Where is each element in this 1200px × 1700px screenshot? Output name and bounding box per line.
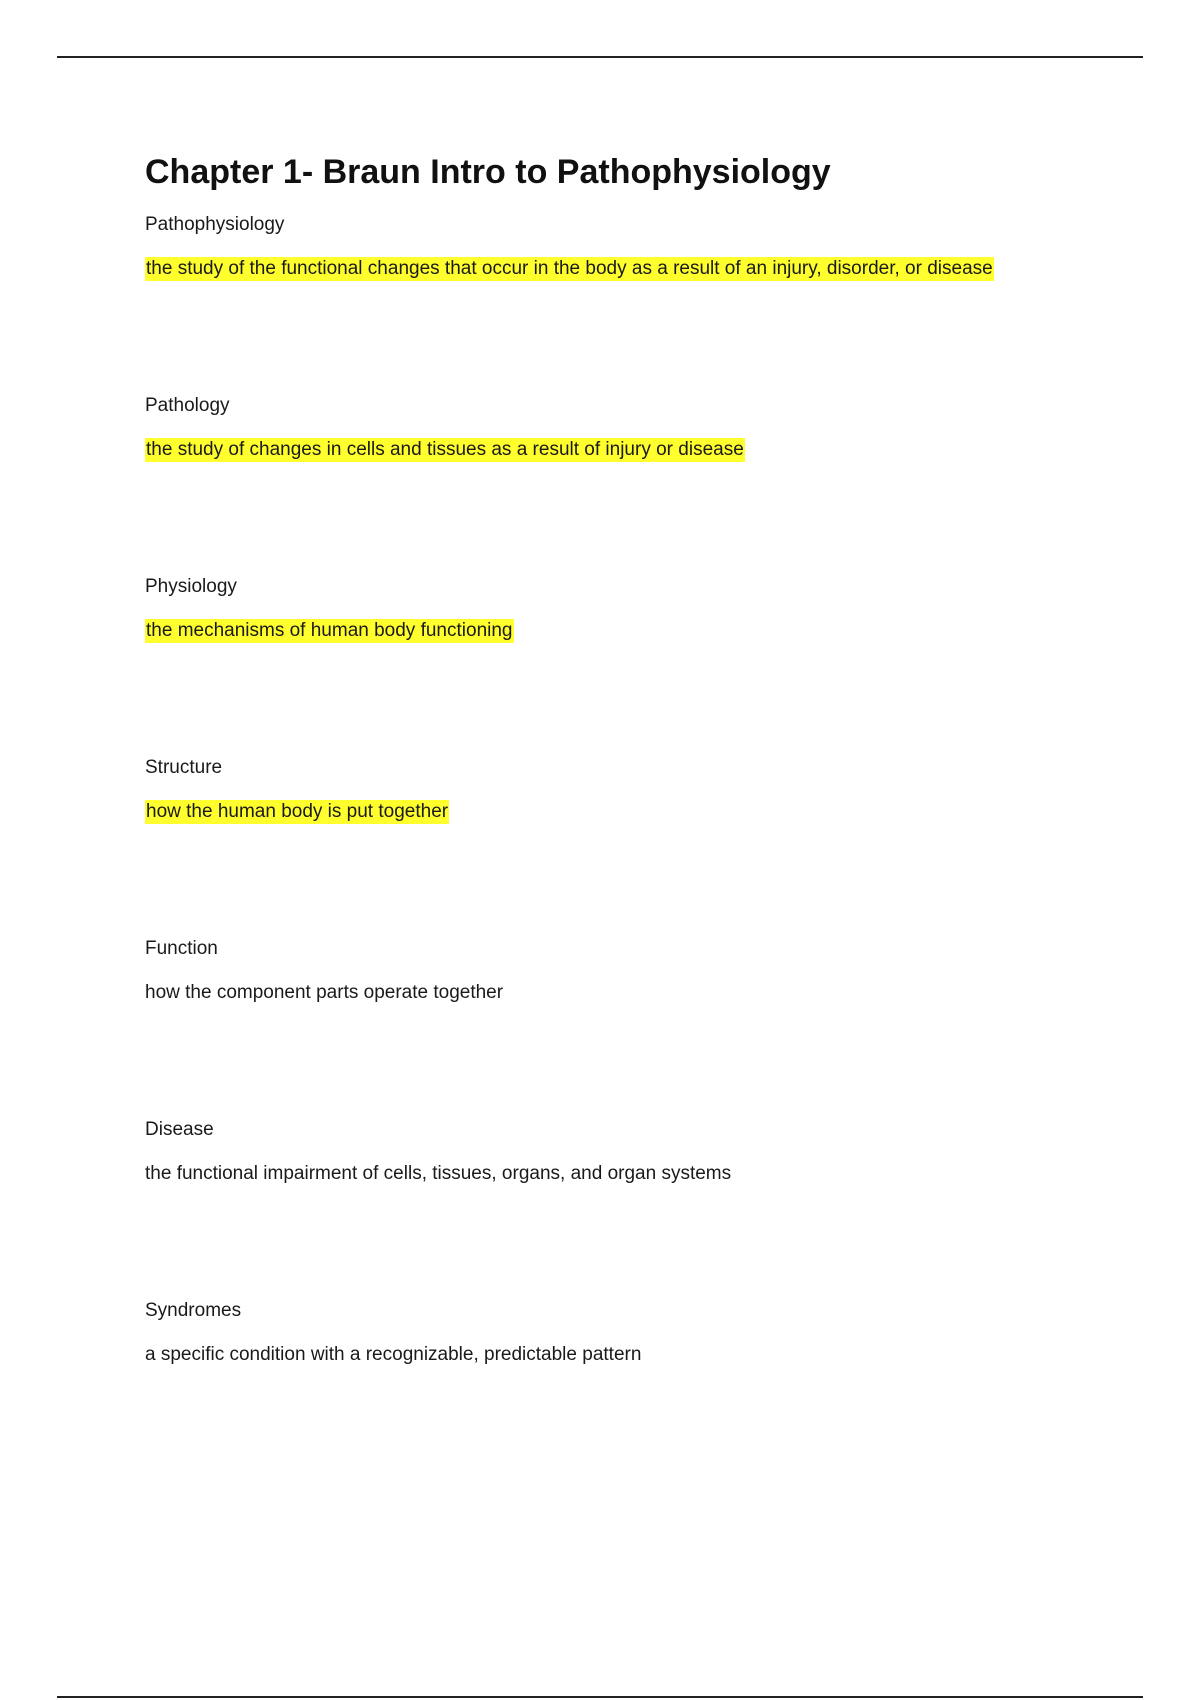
definition-text	[145, 437, 1105, 463]
definition-entry	[145, 1117, 1105, 1298]
definition-entry	[145, 393, 1105, 574]
top-divider	[57, 56, 1143, 58]
term-label: Structure	[145, 757, 223, 778]
term-label: Pathology	[145, 395, 230, 416]
definition-entry	[145, 755, 1105, 936]
highlighted-definition: the study of the functional changes that occur in the body as a result of an injury, disorder, or disease	[146, 258, 993, 279]
definition-text: the functional impairment of cells, tissues, organs, and organ systems	[145, 1163, 732, 1184]
definition-entry	[145, 936, 1105, 1117]
highlighted-definition: how the human body is put together	[146, 801, 449, 822]
document-title: Chapter 1- Braun Intro to Pathophysiology	[145, 153, 831, 191]
term-label: Syndromes	[145, 1300, 242, 1321]
term-label: Disease	[145, 1119, 214, 1140]
definition-text	[145, 799, 1105, 825]
term-label: Pathophysiology	[145, 214, 285, 235]
definition-text: a specific condition with a recognizable, predictable pattern	[145, 1344, 642, 1365]
definition-text	[145, 256, 1105, 282]
highlighted-definition: the mechanisms of human body functioning	[146, 620, 513, 641]
term-label: Function	[145, 938, 218, 959]
definition-text: how the component parts operate together	[145, 982, 504, 1003]
definition-entry	[145, 574, 1105, 755]
definition-entry	[145, 212, 1105, 393]
document-body	[145, 148, 1105, 1479]
term-label: Physiology	[145, 576, 237, 597]
definition-entry	[145, 1298, 1105, 1479]
highlighted-definition: the study of changes in cells and tissues as a result of injury or disease	[146, 439, 744, 460]
bottom-divider	[57, 1696, 1143, 1698]
definition-text	[145, 618, 1105, 644]
